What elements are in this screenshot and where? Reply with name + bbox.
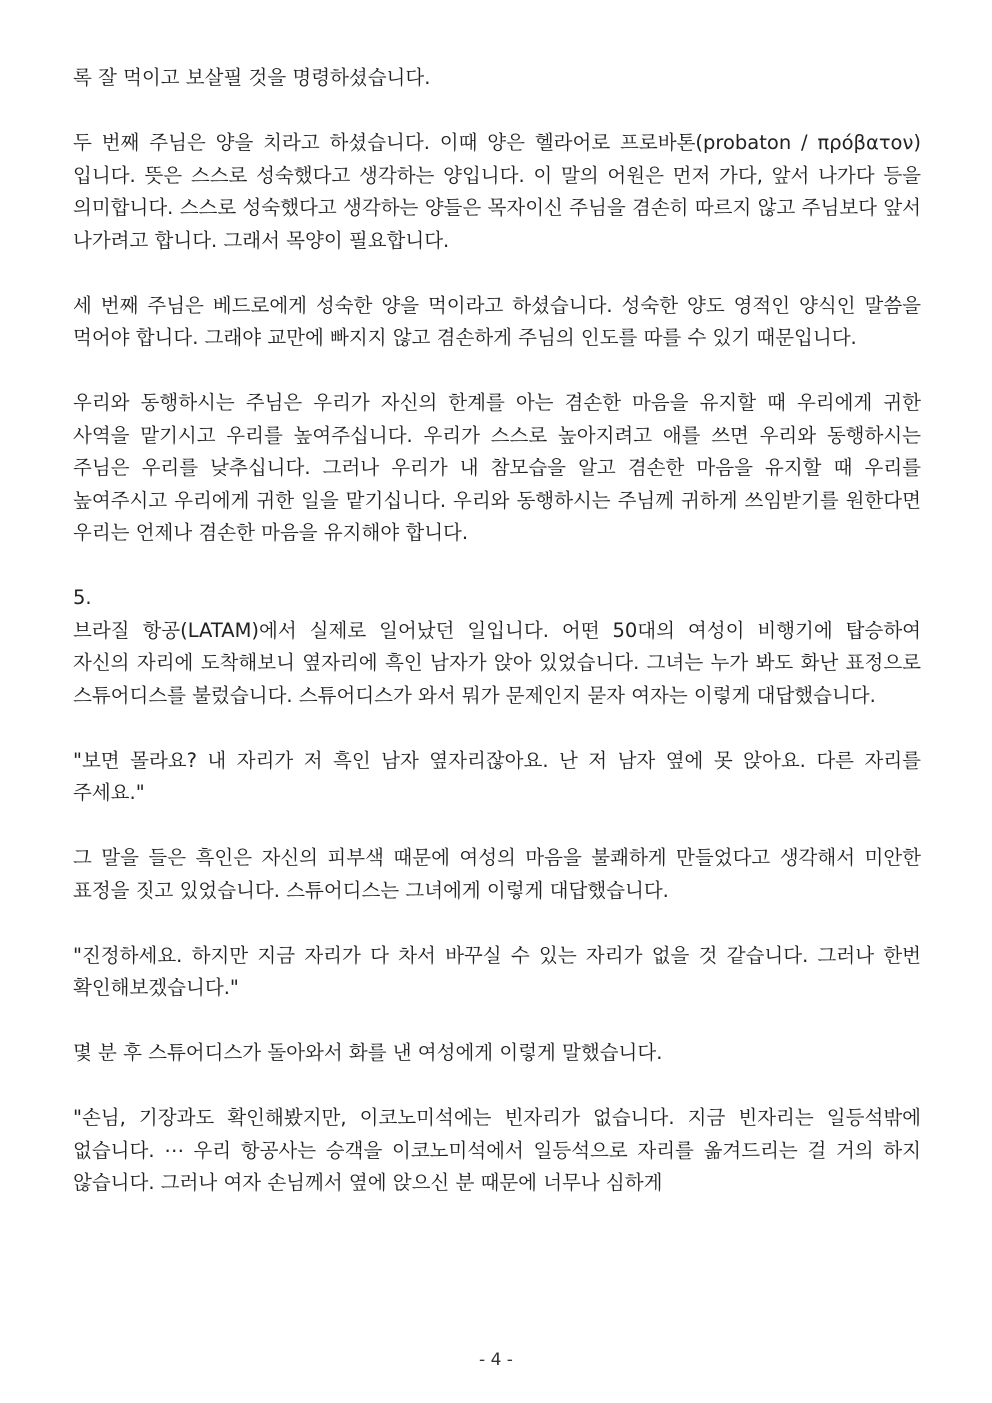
- paragraph-probaton: 두 번째 주님은 양을 치라고 하셨습니다. 이때 양은 헬라어로 프로바톤(probaton / πρόβατον)입니다. 뜻은 스스로 성숙했다고 생각하는 양입니다. 이 말의 어원은 먼저 가다, 앞서 나가다 등을 의미합니다. 스스로 성숙했다고 생각하는 양들은 목자이신 주님을 겸손히 따르지 않고 주님보다 앞서 나가려고 합니다. 그래서 목양이 필요합니다.: [73, 131, 921, 252]
- paragraph-gap: [73, 95, 921, 128]
- quote-stewardess-1: "진정하세요. 하지만 지금 자리가 다 차서 바꾸실 수 있는 자리가 없을 것 같습니다. 그러나 한번 확인해보겠습니다.": [73, 943, 921, 999]
- paragraph-humility: 우리와 동행하시는 주님은 우리가 자신의 한계를 아는 겸손한 마음을 유지할 때 우리에게 귀한 사역을 맡기시고 우리를 높여주십니다. 우리가 스스로 높아지려고 애를 쓰면 우리와 동행하시는 주님은 우리를 낮추십니다. 그러나 우리가 내 참모습을 알고 겸손한 마음을 유지할 때 우리를 높여주시고 우리에게 귀한 일을 맡기십니다. 우리와 동행하시는 주님께 귀하게 쓰임받기를 원한다면 우리는 언제나 겸손한 마음을 유지해야 합니다.: [73, 391, 921, 544]
- paragraph-gap: [73, 907, 921, 940]
- paragraph-gap: [73, 1070, 921, 1103]
- quote-woman: "보면 몰라요? 내 자리가 저 흑인 남자 옆자리잖아요. 난 저 남자 옆에 못 앉아요. 다른 자리를 주세요.": [73, 748, 921, 804]
- paragraph-gap: [73, 257, 921, 290]
- paragraph-gap: [73, 550, 921, 583]
- paragraph-continuation: 록 잘 먹이고 보살필 것을 명령하셨습니다.: [73, 66, 431, 89]
- section-number: 5.: [73, 586, 92, 609]
- paragraph-gap: [73, 810, 921, 843]
- paragraph-gap: [73, 355, 921, 388]
- paragraph-reaction: 그 말을 들은 흑인은 자신의 피부색 때문에 여성의 마음을 불쾌하게 만들었다고 생각해서 미안한 표정을 짓고 있었습니다. 스튜어디스는 그녀에게 이렇게 대답했습니다.: [73, 846, 921, 902]
- paragraph-latam-story: 브라질 항공(LATAM)에서 실제로 일어났던 일입니다. 어떤 50대의 여성이 비행기에 탑승하여 자신의 자리에 도착해보니 옆자리에 흑인 남자가 앉아 있었습니다. 그녀는 누가 봐도 화난 표정으로 스튜어디스를 불렀습니다. 스튜어디스가 와서 뭐가 문제인지 묻자 여자는 이렇게 대답했습니다.: [73, 618, 921, 707]
- page-number: - 4 -: [479, 1350, 513, 1370]
- document-body: [73, 62, 921, 1200]
- paragraph-return: 몇 분 후 스튜어디스가 돌아와서 화를 낸 여성에게 이렇게 말했습니다.: [73, 1041, 663, 1064]
- quote-stewardess-2: "손님, 기장과도 확인해봤지만, 이코노미석에는 빈자리가 없습니다. 지금 빈자리는 일등석밖에 없습니다. ⋯ 우리 항공사는 승객을 이코노미석에서 일등석으로 자리를 옮겨드리는 걸 거의 하지 않습니다. 그러나 여자 손님께서 옆에 앉으신 분 때문에 너무나 심하게: [73, 1106, 921, 1194]
- paragraph-third-command: 세 번째 주님은 베드로에게 성숙한 양을 먹이라고 하셨습니다. 성숙한 양도 영적인 양식인 말씀을 먹어야 합니다. 그래야 교만에 빠지지 않고 겸손하게 주님의 인도를 따를 수 있기 때문입니다.: [73, 293, 921, 349]
- paragraph-gap: [73, 1005, 921, 1038]
- paragraph-gap: [73, 712, 921, 745]
